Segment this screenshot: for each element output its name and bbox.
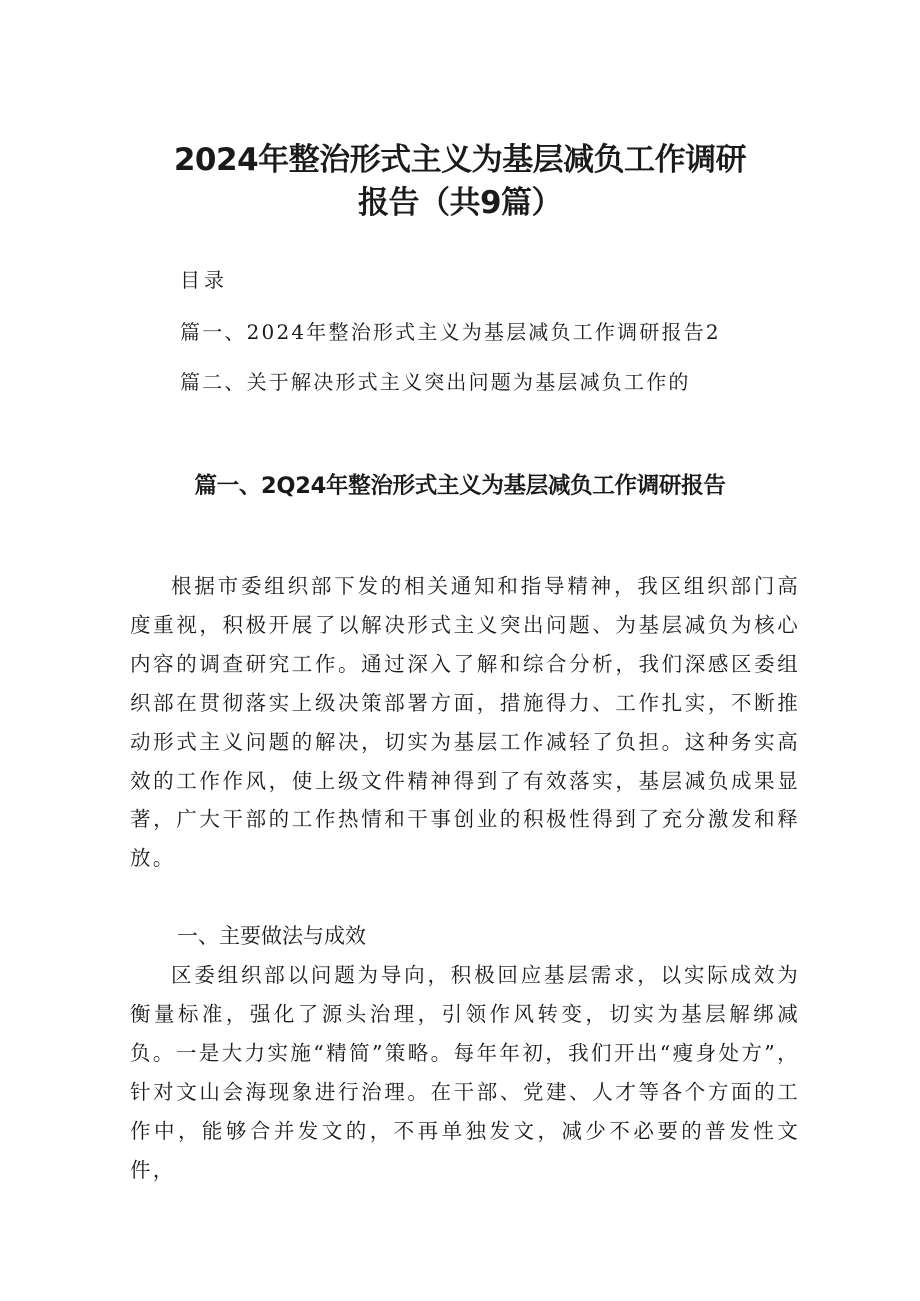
body-paragraph: 根据市委组织部下发的相关通知和指导精神，我区组织部门高度重视，积极开展了以解决形式主义突出问题、为基层减负为核心内容的调查研究工作。通过深入了解和综合分析，我们深感区委组织部在贯彻落实上级决策部署方面，措施得力、工作扎实，不断推动形式主义问题的解决，切实为基层工作减轻了负担。这种务实高效的工作作风，使上级文件精神得到了有效落实，基层减负成果显著，广大干部的工作热情和干事创业的积极性得到了充分激发和释放。 bbox=[130, 574, 800, 871]
toc-item[interactable]: 篇一、2024年整治形式主义为基层减负工作调研报告2 bbox=[180, 320, 721, 344]
section-title: 篇一、2Q24年整治形式主义为基层减负工作调研报告 bbox=[194, 473, 726, 499]
toc-heading: 目录 bbox=[180, 268, 228, 292]
body-paragraph: 区委组织部以问题为导向，积极回应基层需求，以实际成效为衡量标准，强化了源头治理，引领作风转变，切实为基层解绑减负。一是大力实施“精简”策略。每年年初，我们开出“瘦身处方”，针对文山会海现象进行治理。在干部、党建、人才等各个方面的工作中，能够合并发文的，不再单独发文，减少不必要的普发性文件， bbox=[130, 963, 800, 1182]
document-title-line-2: 报告（共9篇） bbox=[357, 185, 563, 221]
toc-item[interactable]: 篇二、关于解决形式主义突出问题为基层减负工作的 bbox=[180, 370, 691, 394]
document-title-line-1: 2024年整治形式主义为基层减负工作调研 bbox=[173, 142, 747, 178]
subheading: 一、主要做法与成效 bbox=[177, 924, 366, 948]
